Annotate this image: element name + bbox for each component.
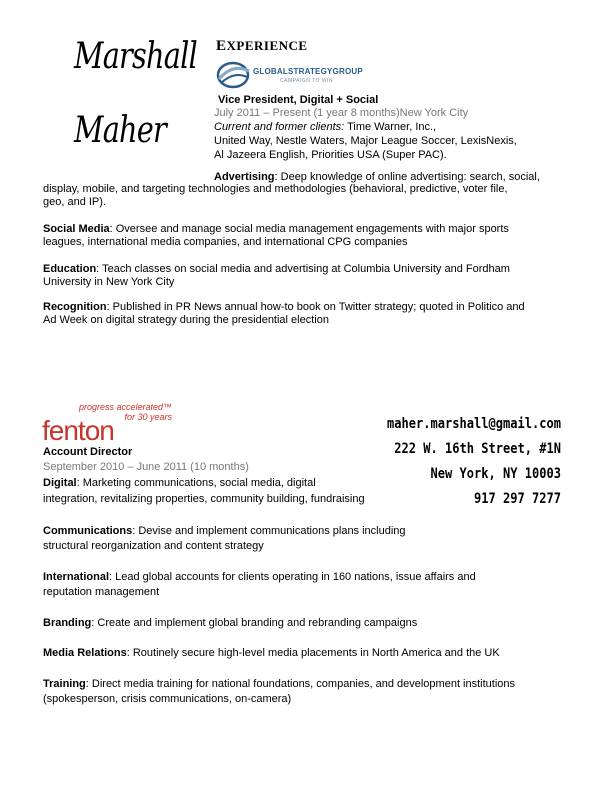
communications-label: Communications: [43, 525, 133, 537]
training-line1: Training: Direct media training for national foundations, companies, and development institutions: [43, 678, 516, 690]
international-label: International: [43, 571, 110, 583]
contact-city: New York, NY 10003: [430, 466, 561, 482]
social-media-line1: Social Media: Oversee and manage social media management engagements with major sports: [43, 223, 509, 235]
contact-phone: 917 297 7277: [474, 491, 561, 507]
gsg-clients-line1: Current and former clients: Time Warner, Inc.,: [214, 121, 437, 133]
digital-line1: Digital: Marketing communications, social media, digital: [43, 477, 316, 489]
gsg-clients-line2: United Way, Nestle Waters, Major League Soccer, LexisNexis,: [214, 135, 517, 147]
social-media-label: Social Media: [43, 223, 110, 235]
gsg-clients-line3: Al Jazeera English, Priorities USA (Super PAC).: [214, 149, 447, 161]
media-relations-label: Media Relations: [43, 647, 127, 659]
name-last: Maher: [74, 110, 167, 151]
gsg-dates: [214, 107, 468, 119]
fenton-logo: [42, 402, 172, 444]
branding-line1: Branding: Create and implement global branding and rebranding campaigns: [43, 617, 418, 629]
international-line2: reputation management: [43, 586, 160, 598]
gsg-location: New York City: [399, 107, 469, 119]
international-line1: International: Lead global accounts for clients operating in 160 nations, issue affairs and: [43, 571, 476, 583]
recognition-line1: Recognition: Published in PR News annual how-to book on Twitter strategy; quoted in Politico and: [43, 301, 525, 313]
branding-label: Branding: [43, 617, 92, 629]
fenton-date-range: September 2010 – June 2011 (10 months): [43, 461, 249, 473]
contact-street: 222 W. 16th Street, #1N: [394, 441, 561, 457]
advertising-label: Advertising: [214, 171, 275, 183]
experience-heading: [216, 38, 308, 55]
education-line2: University in New York City: [43, 276, 175, 288]
training-label: Training: [43, 678, 86, 690]
advertising-line2: display, mobile, and targeting technologies and methodologies (behavioral, predictive, voter file,: [43, 183, 508, 195]
education-line1: Education: Teach classes on social media and advertising at Columbia University and Fordham: [43, 263, 510, 275]
recognition-label: Recognition: [43, 301, 107, 313]
name-first: Marshall: [74, 36, 197, 77]
gsg-clients-label: Current and former clients:: [214, 121, 345, 133]
social-media-line2: leagues, international media companies, and international CPG companies: [43, 236, 408, 248]
gsg-logo-subtext: CAMPAIGN TO WIN: [280, 78, 334, 84]
media-relations-line1: Media Relations: Routinely secure high-level media placements in North America and the UK: [43, 647, 500, 659]
digital-label: Digital: [43, 477, 77, 489]
gsg-role-title: Vice President, Digital + Social: [218, 94, 379, 106]
communications-line2: structural reorganization and content strategy: [43, 540, 264, 552]
communications-line1: Communications: Devise and implement communications plans including: [43, 525, 406, 537]
advertising-line1: Advertising: Deep knowledge of online advertising: search, social,: [214, 171, 540, 183]
contact-block: [337, 412, 561, 512]
experience-heading-initial: E: [216, 38, 227, 54]
training-line2: (spokesperson, crisis communications, on-camera): [43, 693, 292, 705]
contact-email[interactable]: maher.marshall@gmail.com: [387, 416, 561, 432]
globe-icon: [216, 59, 252, 91]
advertising-line3: geo, and IP).: [43, 196, 106, 208]
fenton-tagline1: progress accelerated™: [78, 402, 172, 412]
education-label: Education: [43, 263, 97, 275]
recognition-line2: Ad Week on digital strategy during the presidential election: [43, 314, 329, 326]
fenton-tagline2: for 30 years: [124, 412, 172, 422]
global-strategy-group-logo: [216, 59, 363, 93]
fenton-logo-word: fenton: [42, 415, 114, 446]
experience-heading-rest: XPERIENCE: [226, 38, 308, 53]
fenton-role-title: Account Director: [43, 446, 133, 458]
gsg-clients: [214, 120, 517, 162]
digital-line2: integration, revitalizing properties, community building, fundraising: [43, 493, 365, 505]
gsg-logo-text: GLOBALSTRATEGYGROUP: [253, 67, 363, 76]
gsg-date-range: July 2011 – Present (1 year 8 months): [214, 107, 400, 119]
